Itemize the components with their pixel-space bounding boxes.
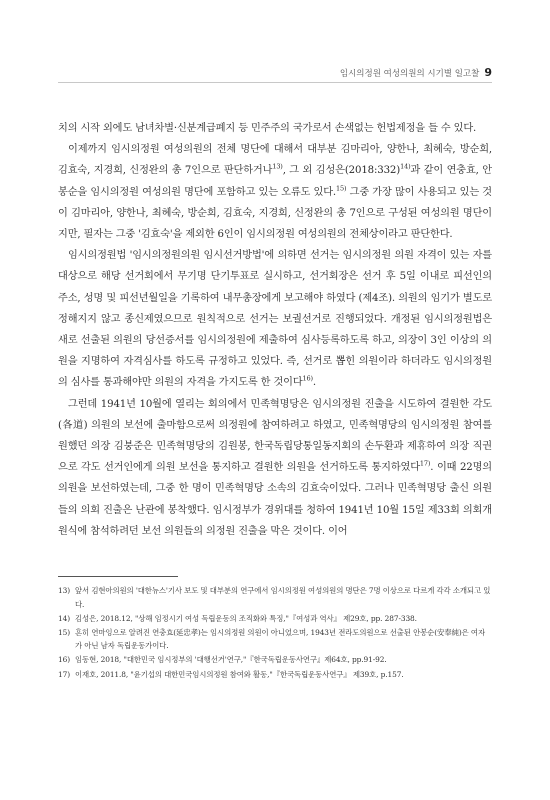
footnote-13 [58, 584, 492, 611]
paragraph-text: . [312, 377, 316, 389]
footnotes [58, 584, 492, 682]
footnote-number: 16) [58, 655, 70, 665]
paragraph-1 [58, 118, 492, 139]
paragraph-2 [58, 139, 492, 245]
footnote-text: 앞서 김현아의원의 '대한뉴스'기사 보도 및 대부분의 연구에서 임시의정원 여성의원의 명단은 7명 이상으로 다르게 각각 소개되고 있다. [75, 586, 491, 609]
running-title: 임시의정원 여성의원의 시기별 일고찰 [339, 69, 480, 79]
footnote-ref-17[interactable]: 17) [419, 459, 431, 468]
footnote-ref-15[interactable]: 15) [336, 184, 347, 193]
paragraph-text: 이제까지 임시의정원 여성의원의 전체 명단에 대해서 대부분 김마리아, 양한나, 최혜숙, 방순희, 김효숙, 지경희, 신정완의 총 7인으로 판단하거나 [58, 144, 492, 177]
footnote-number: 14) [58, 613, 70, 623]
footnote-text: 흔히 연마잉으로 알려진 연충효(延忠孝)는 임시의정원 의원이 아니었으며, 1943년 전라도의원으로 선출된 안봉순(安奉純)은 여자가 아닌 남자 독립운동가이다. [75, 627, 486, 651]
paragraph-text: 그런데 1941년 10월에 열리는 회의에서 민족혁명당은 임시의정원 진출을 시도하여 결원한 각도(各道) 의원의 보선에 출마함으로써 의정원에 참여하려고 하였고, 민족혁명당의 임시의정원 참여를 원했던 의장 김붕준은 민족혁명당의 김원봉, 한국독립당통일동지회의 손두환과 제휴하여 의장 직권으로 각도 선거인에게 의원 보선을 통지하고 결원한 의원을 선거하도록 통지하였다 [58, 398, 492, 474]
footnote-text: 김성은, 2018.12, "상해 임정시기 여성 독립운동의 조직화와 특징,"『여성과 역사』 제29호, pp. 287-338. [75, 613, 417, 623]
paragraph-3 [58, 245, 492, 393]
footnote-text: 임동현, 2018, "대한민국 임시정부의 '대행선거'연구,"『한국독립운동사연구』제64호, pp.91-92. [75, 655, 387, 665]
footnote-separator [58, 576, 178, 577]
footnote-number: 15) [58, 627, 70, 637]
paragraph-text: . 이때 22명의 의원을 보선하였는데, 그중 한 명이 민족혁명당 소속의 김효숙이었다. 그러나 민족혁명당 출신 의원들의 의회 진출은 난관에 봉착했다. 임시정부가 경위대를 청하여 1941년 10월 15일 제33회 의회개원식에 참석하려던 보선 의원들의 의정원 진출을 막은 것이다. 이어 [58, 462, 492, 537]
footnote-ref-13[interactable]: 13) [272, 163, 283, 172]
footnote-text: 이재호, 2011.8, "윤기섭의 대한민국임시의정원 참여와 활동,"『한국독립운동사연구』 제39호, p.157. [75, 669, 404, 679]
footnote-number: 17) [58, 669, 70, 679]
paragraph-text: 임시의정원법 '임시의정원의원 임시선거방법'에 의하면 선거는 임시의정원 의원 자격이 있는 자를 대상으로 해당 선거회에서 무기명 단기투표로 실시하고, 선거회장은 선거 후 5일 이내로 피선인의 주소, 성명 및 피선년월일을 기록하여 내무총장에게 보고해야 하였다 (제4조). 의원의 임기가 별도로 정해지지 않고 종신제였으므로 원칙적으로 선거는 보궐선거로 진행되었다. 개정된 임시의정원법은 새로 선출된 의원의 당선증서를 임시의정원에 제출하여 심사등록하도록 하고, 의장이 3인 이상의 의원을 지명하여 자격심사를 하도록 규정하고 있었다. 즉, 선거로 뽑힌 의원이라 하더라도 임시의정원의 심사를 통과해야만 의원의 자격을 가지도록 한 것이다 [58, 250, 492, 389]
running-header [58, 66, 492, 79]
footnote-ref-14[interactable]: 14) [400, 163, 411, 172]
footnote-15 [58, 626, 492, 653]
paragraph-4 [58, 394, 492, 542]
header-rule [58, 82, 492, 83]
page-number: 9 [484, 66, 492, 79]
footnote-number: 13) [58, 586, 70, 595]
paragraph-text: 과 같이 연충효, 안봉순을 임시의정원 여성의원 명단에 포함하고 있는 오류도 있다. [58, 165, 492, 198]
footnote-ref-16[interactable]: 16) [302, 375, 313, 384]
paragraph-text: 치의 시작 외에도 남녀차별·신분계급폐지 등 민주주의 국가로서 손색없는 헌법제정을 들 수 있다. [58, 123, 477, 134]
footnote-17 [58, 668, 492, 682]
footnote-16 [58, 653, 492, 667]
paragraph-text: , 그 외 김성은(2018:332) [282, 165, 401, 177]
paragraph-text: 그중 가장 많이 사용되고 있는 것이 김마리아, 양한나, 최혜숙, 방순희, 김효숙, 지경희, 신정완의 총 7인으로 구성된 여성의원 명단이지만, 필자는 그중 '김효숙'을 제외한 6인이 임시의정원 여성의원의 전체상이라고 판단한다. [58, 186, 492, 241]
body-text [58, 118, 492, 542]
footnote-14 [58, 612, 492, 626]
